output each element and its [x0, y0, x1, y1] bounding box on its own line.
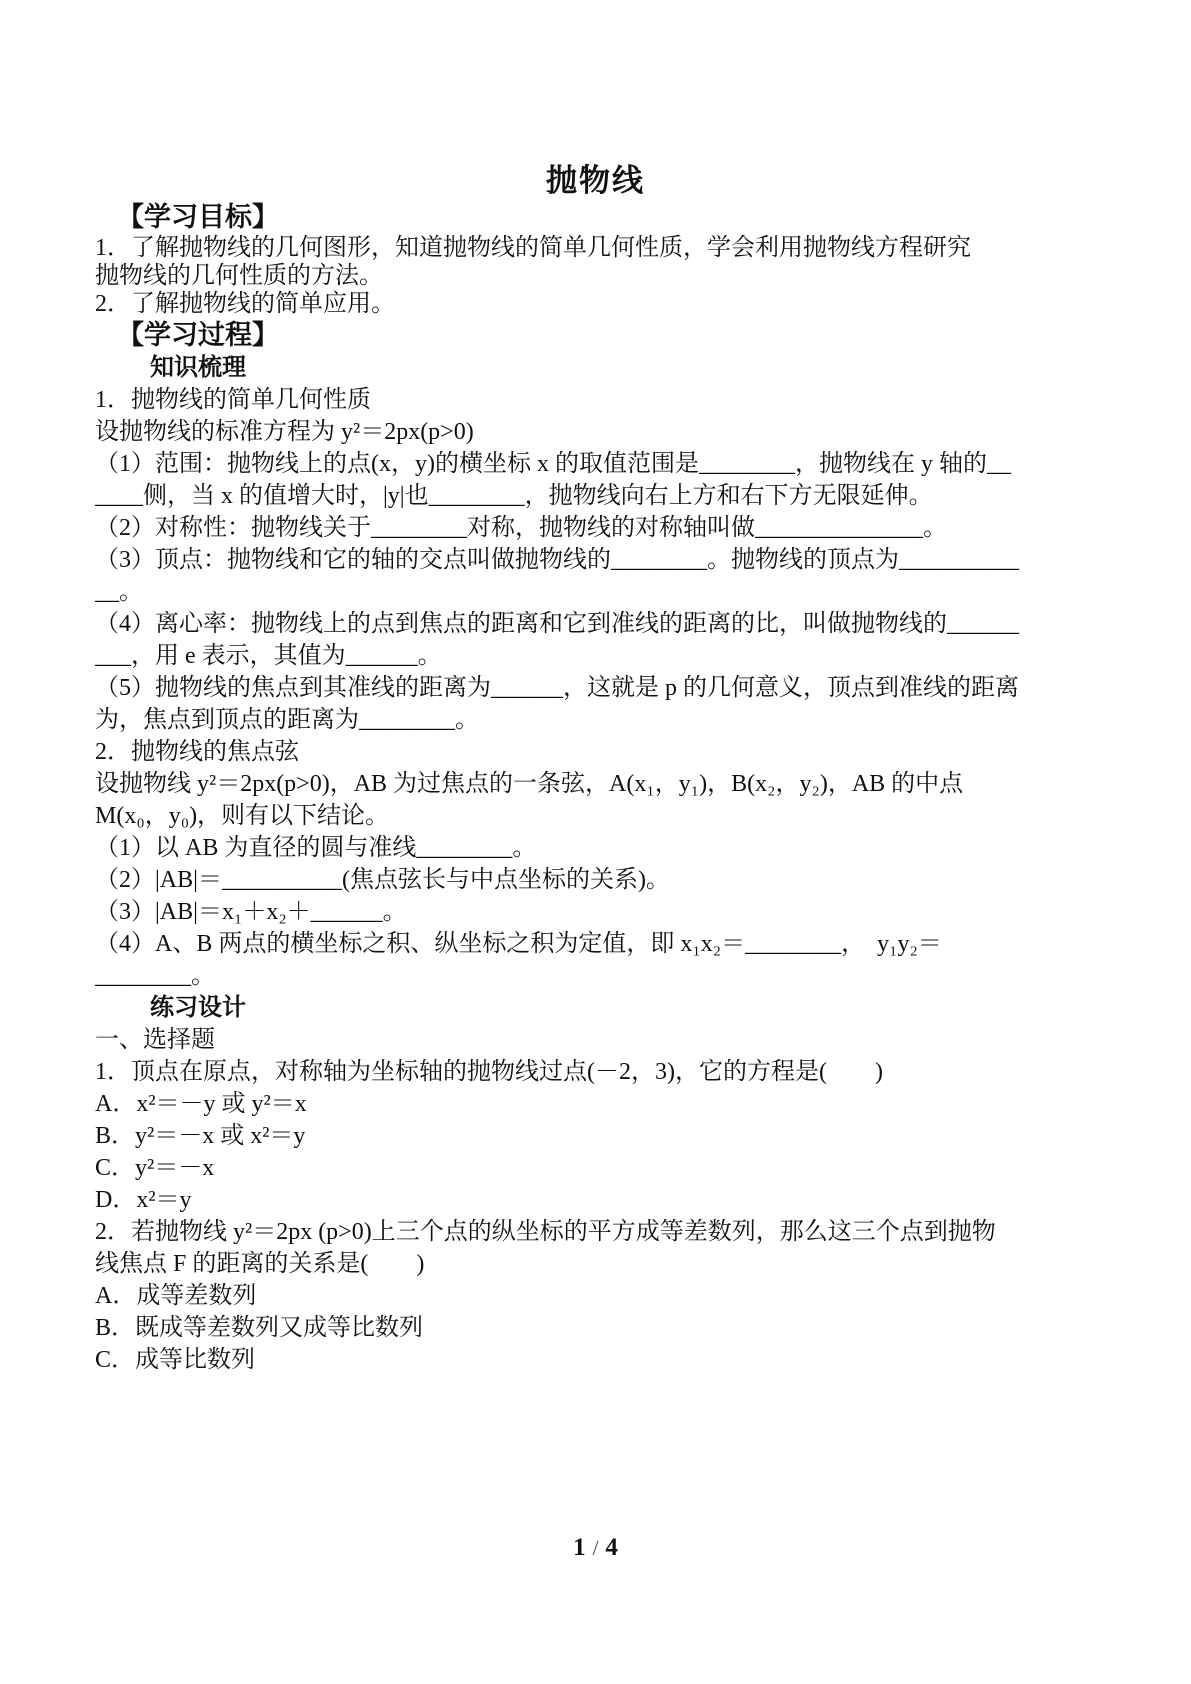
- process-heading: 【学习过程】: [117, 320, 279, 350]
- knowledge-line: 设抛物线 y²＝2px(p>0)，AB 为过焦点的一条弦，A(x₁，y₁)，B(x₂，y₂)，AB 的中点: [95, 771, 964, 797]
- process-section: [95, 318, 1096, 1376]
- objectives-heading: 【学习目标】: [117, 202, 279, 232]
- objective-line: 抛物线的几何性质的方法。: [95, 263, 383, 289]
- page-footer: [0, 1534, 1191, 1562]
- knowledge-heading: 知识梳理: [150, 355, 246, 381]
- knowledge-line: M(x₀，y₀)，则有以下结论。: [95, 803, 390, 829]
- objectives-section: [95, 200, 1096, 318]
- practice-line: 一、选择题: [95, 1027, 215, 1053]
- knowledge-line: （3）顶点：抛物线和它的轴的交点叫做抛物线的________。抛物线的顶点为__________: [95, 547, 1019, 573]
- practice-line: 1．顶点在原点，对称轴为坐标轴的抛物线过点(－2，3)，它的方程是( ): [95, 1059, 883, 1085]
- knowledge-line: ____侧，当 x 的值增大时，|y|也________，抛物线向右上方和右下方无限延伸。: [95, 483, 933, 509]
- practice-choice: A．成等差数列: [95, 1283, 257, 1309]
- objective-line: 2．了解抛物线的简单应用。: [95, 291, 395, 317]
- practice-choice: B．既成等差数列又成等比数列: [95, 1315, 424, 1341]
- practice-line: 2．若抛物线 y²＝2px (p>0)上三个点的纵坐标的平方成等差数列，那么这三个点到抛物: [95, 1219, 996, 1245]
- objective-line: 1．了解抛物线的几何图形，知道抛物线的简单几何性质，学会利用抛物线方程研究: [95, 235, 971, 261]
- knowledge-line: （1）范围：抛物线上的点(x，y)的横坐标 x 的取值范围是________，抛物线在 y 轴的__: [95, 451, 1011, 477]
- knowledge-line: （3）|AB|＝x₁＋x₂＋______。: [95, 899, 407, 925]
- knowledge-line: （4）离心率：抛物线上的点到焦点的距离和它到准线的距离的比，叫做抛物线的______: [95, 611, 1019, 637]
- practice-choice: B．y²＝－x 或 x²＝y: [95, 1123, 306, 1149]
- practice-section: [95, 992, 1096, 1376]
- knowledge-line: 为，焦点到顶点的距离为________。: [95, 707, 479, 733]
- practice-line: 线焦点 F 的距离的关系是( ): [95, 1251, 425, 1277]
- knowledge-line: （2）|AB|＝__________(焦点弦长与中点坐标的关系)。: [95, 867, 670, 893]
- page-number-total: 4: [605, 1534, 618, 1561]
- knowledge-line: ___，用 e 表示，其值为______。: [95, 643, 442, 669]
- page-number-separator: /: [592, 1536, 599, 1560]
- knowledge-line: __。: [95, 579, 143, 605]
- practice-choice: C．成等比数列: [95, 1347, 256, 1373]
- page-title: 抛物线: [546, 163, 645, 198]
- knowledge-line: （4）A、B 两点的横坐标之积、纵坐标之积为定值，即 x₁x₂＝________， y₁y₂＝: [95, 931, 942, 957]
- knowledge-line: （2）对称性：抛物线关于________对称，抛物线的对称轴叫做______________。: [95, 515, 947, 541]
- knowledge-line: （1）以 AB 为直径的圆与准线________。: [95, 835, 537, 861]
- knowledge-line: 设抛物线的标准方程为 y²＝2px(p>0): [95, 419, 474, 445]
- practice-choice: D．x²＝y: [95, 1187, 192, 1213]
- knowledge-section: [95, 352, 1096, 992]
- practice-choice: C．y²＝－x: [95, 1155, 215, 1181]
- practice-choice: A．x²＝－y 或 y²＝x: [95, 1091, 307, 1117]
- knowledge-line: 2．抛物线的焦点弦: [95, 739, 299, 765]
- knowledge-line: ________。: [95, 963, 215, 989]
- knowledge-line: （5）抛物线的焦点到其准线的距离为______，这就是 p 的几何意义，顶点到准线的距离: [95, 675, 1019, 701]
- practice-heading: 练习设计: [150, 995, 246, 1021]
- page-number-current: 1: [573, 1534, 586, 1561]
- knowledge-line: 1．抛物线的简单几何性质: [95, 387, 371, 413]
